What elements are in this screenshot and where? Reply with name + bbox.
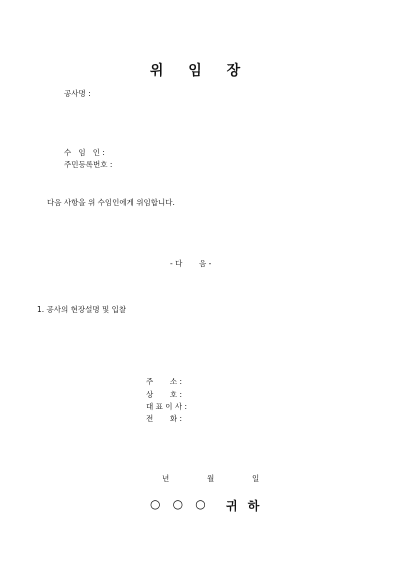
date-day: 일 bbox=[252, 474, 260, 483]
date-year: 년 bbox=[162, 474, 170, 483]
recipient-name-placeholder: ○ ○ ○ bbox=[150, 497, 210, 511]
date-line bbox=[162, 473, 259, 484]
date-month: 월 bbox=[207, 474, 215, 483]
delegate-rrn-label: 주민등록번호 : bbox=[64, 160, 113, 169]
section-heading: - 다 음 - bbox=[170, 259, 212, 268]
delegate-name-label: 수 임 인 : bbox=[64, 148, 105, 157]
address-label: 주 소 : bbox=[146, 377, 183, 386]
phone-label: 전 화 : bbox=[146, 414, 183, 423]
ceo-label: 대 표 이 사 : bbox=[146, 402, 188, 411]
delegation-statement: 다음 사항을 위 수임인에게 위임합니다. bbox=[47, 198, 175, 207]
company-label: 상 호 : bbox=[146, 390, 183, 399]
item-1: 1. 공사의 현장설명 및 입찰 bbox=[37, 305, 127, 314]
document-title: 위 임 장 bbox=[149, 63, 251, 79]
recipient-honorific: 귀 하 bbox=[226, 499, 263, 513]
project-name-label: 공사명 : bbox=[64, 89, 91, 98]
